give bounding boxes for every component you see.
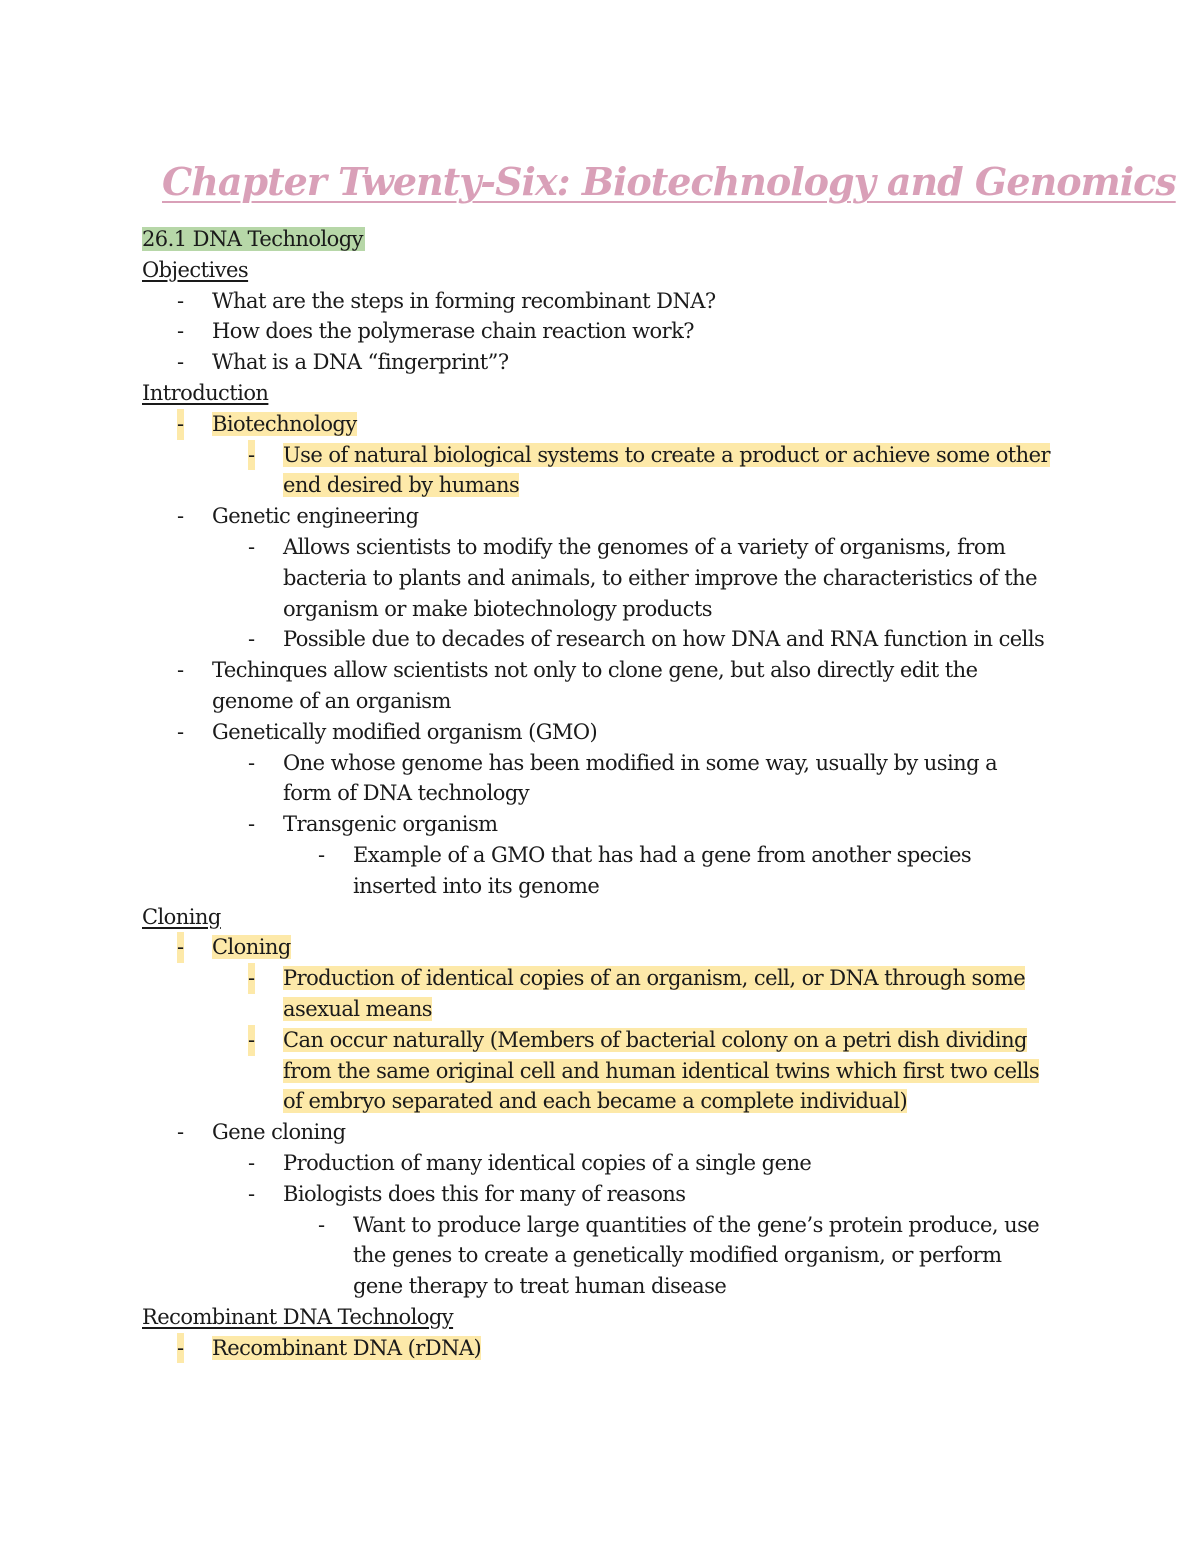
list-item-gmo: - Genetically modified organism (GMO) (177, 719, 598, 744)
list-item-gc-b: - Biologists does this for many of reasons (248, 1181, 686, 1206)
list-item-gc-a: - Production of many identical copies of a single gene (248, 1150, 812, 1175)
section-heading (142, 224, 1070, 255)
list-item-transgenic: - Transgenic organism (248, 812, 498, 837)
list-item-techniques-cont: genome of an organism (212, 688, 451, 713)
list-item-geneng-a: - Allows scientists to modify the genomes of a variety of organisms, from (248, 534, 1006, 559)
list-item-genetic-engineering: - Genetic engineering (177, 504, 419, 529)
cloning-heading: Cloning (142, 904, 221, 929)
list-item-geneng-a-cont: bacteria to plants and animals, to either improve the characteristics of the (283, 565, 1037, 590)
objective-item: - What are the steps in forming recombinant DNA? (177, 288, 716, 313)
list-item-rdna: - Recombinant DNA (rDNA) (142, 1333, 1070, 1364)
list-item-cloning-def-b-cont: of embryo separated and each became a complete individual) (283, 1089, 908, 1114)
list-item-geneng-b: - Possible due to decades of research on how DNA and RNA function in cells (248, 627, 1045, 652)
list-item-gc-b-i-cont: gene therapy to treat human disease (353, 1274, 727, 1299)
recombinant-heading: Recombinant DNA Technology (142, 1304, 454, 1329)
list-item-gmo-a: - One whose genome has been modified in some way, usually by using a (248, 750, 998, 775)
list-item-cloning-def-b: - Can occur naturally (Members of bacterial colony on a petri dish dividing (142, 1025, 1070, 1056)
list-item-biotech-definition-cont: end desired by humans (283, 473, 520, 498)
list-item-gmo-a-cont: form of DNA technology (283, 781, 530, 806)
chapter-title: Chapter Twenty-Six: Biotechnology and Genomics (162, 159, 1176, 204)
section-tag: 26.1 DNA Technology (142, 227, 363, 251)
list-item-cloning-def-a-cont: asexual means (283, 996, 433, 1021)
list-item-biotechnology: - Biotechnology (142, 409, 1070, 440)
list-item-techniques: - Techinques allow scientists not only to clone gene, but also directly edit the (177, 658, 978, 683)
objective-item: - What is a DNA “fingerprint”? (177, 350, 509, 375)
list-item-geneng-a-cont: organism or make biotechnology products (283, 596, 712, 621)
list-item-biotech-definition: - Use of natural biological systems to create a product or achieve some other (142, 440, 1070, 471)
list-item-transgenic-a: - Example of a GMO that has had a gene from another species (318, 842, 972, 867)
list-item-cloning-def-b-cont: from the same original cell and human identical twins which first two cells (283, 1058, 1040, 1083)
introduction-heading: Introduction (142, 380, 269, 405)
list-item-gc-b-i-cont: the genes to create a genetically modified organism, or perform (353, 1243, 1002, 1268)
list-item-cloning-def-a: - Production of identical copies of an organism, cell, or DNA through some (142, 963, 1070, 994)
objectives-heading: Objectives (142, 257, 249, 282)
list-item-gc-b-i: - Want to produce large quantities of the gene’s protein produce, use (318, 1212, 1040, 1237)
list-item-transgenic-a-cont: inserted into its genome (353, 873, 600, 898)
objective-item: - How does the polymerase chain reaction work? (177, 319, 694, 344)
list-item-gene-cloning: - Gene cloning (177, 1120, 346, 1145)
list-item-cloning: - Cloning (142, 932, 1070, 963)
